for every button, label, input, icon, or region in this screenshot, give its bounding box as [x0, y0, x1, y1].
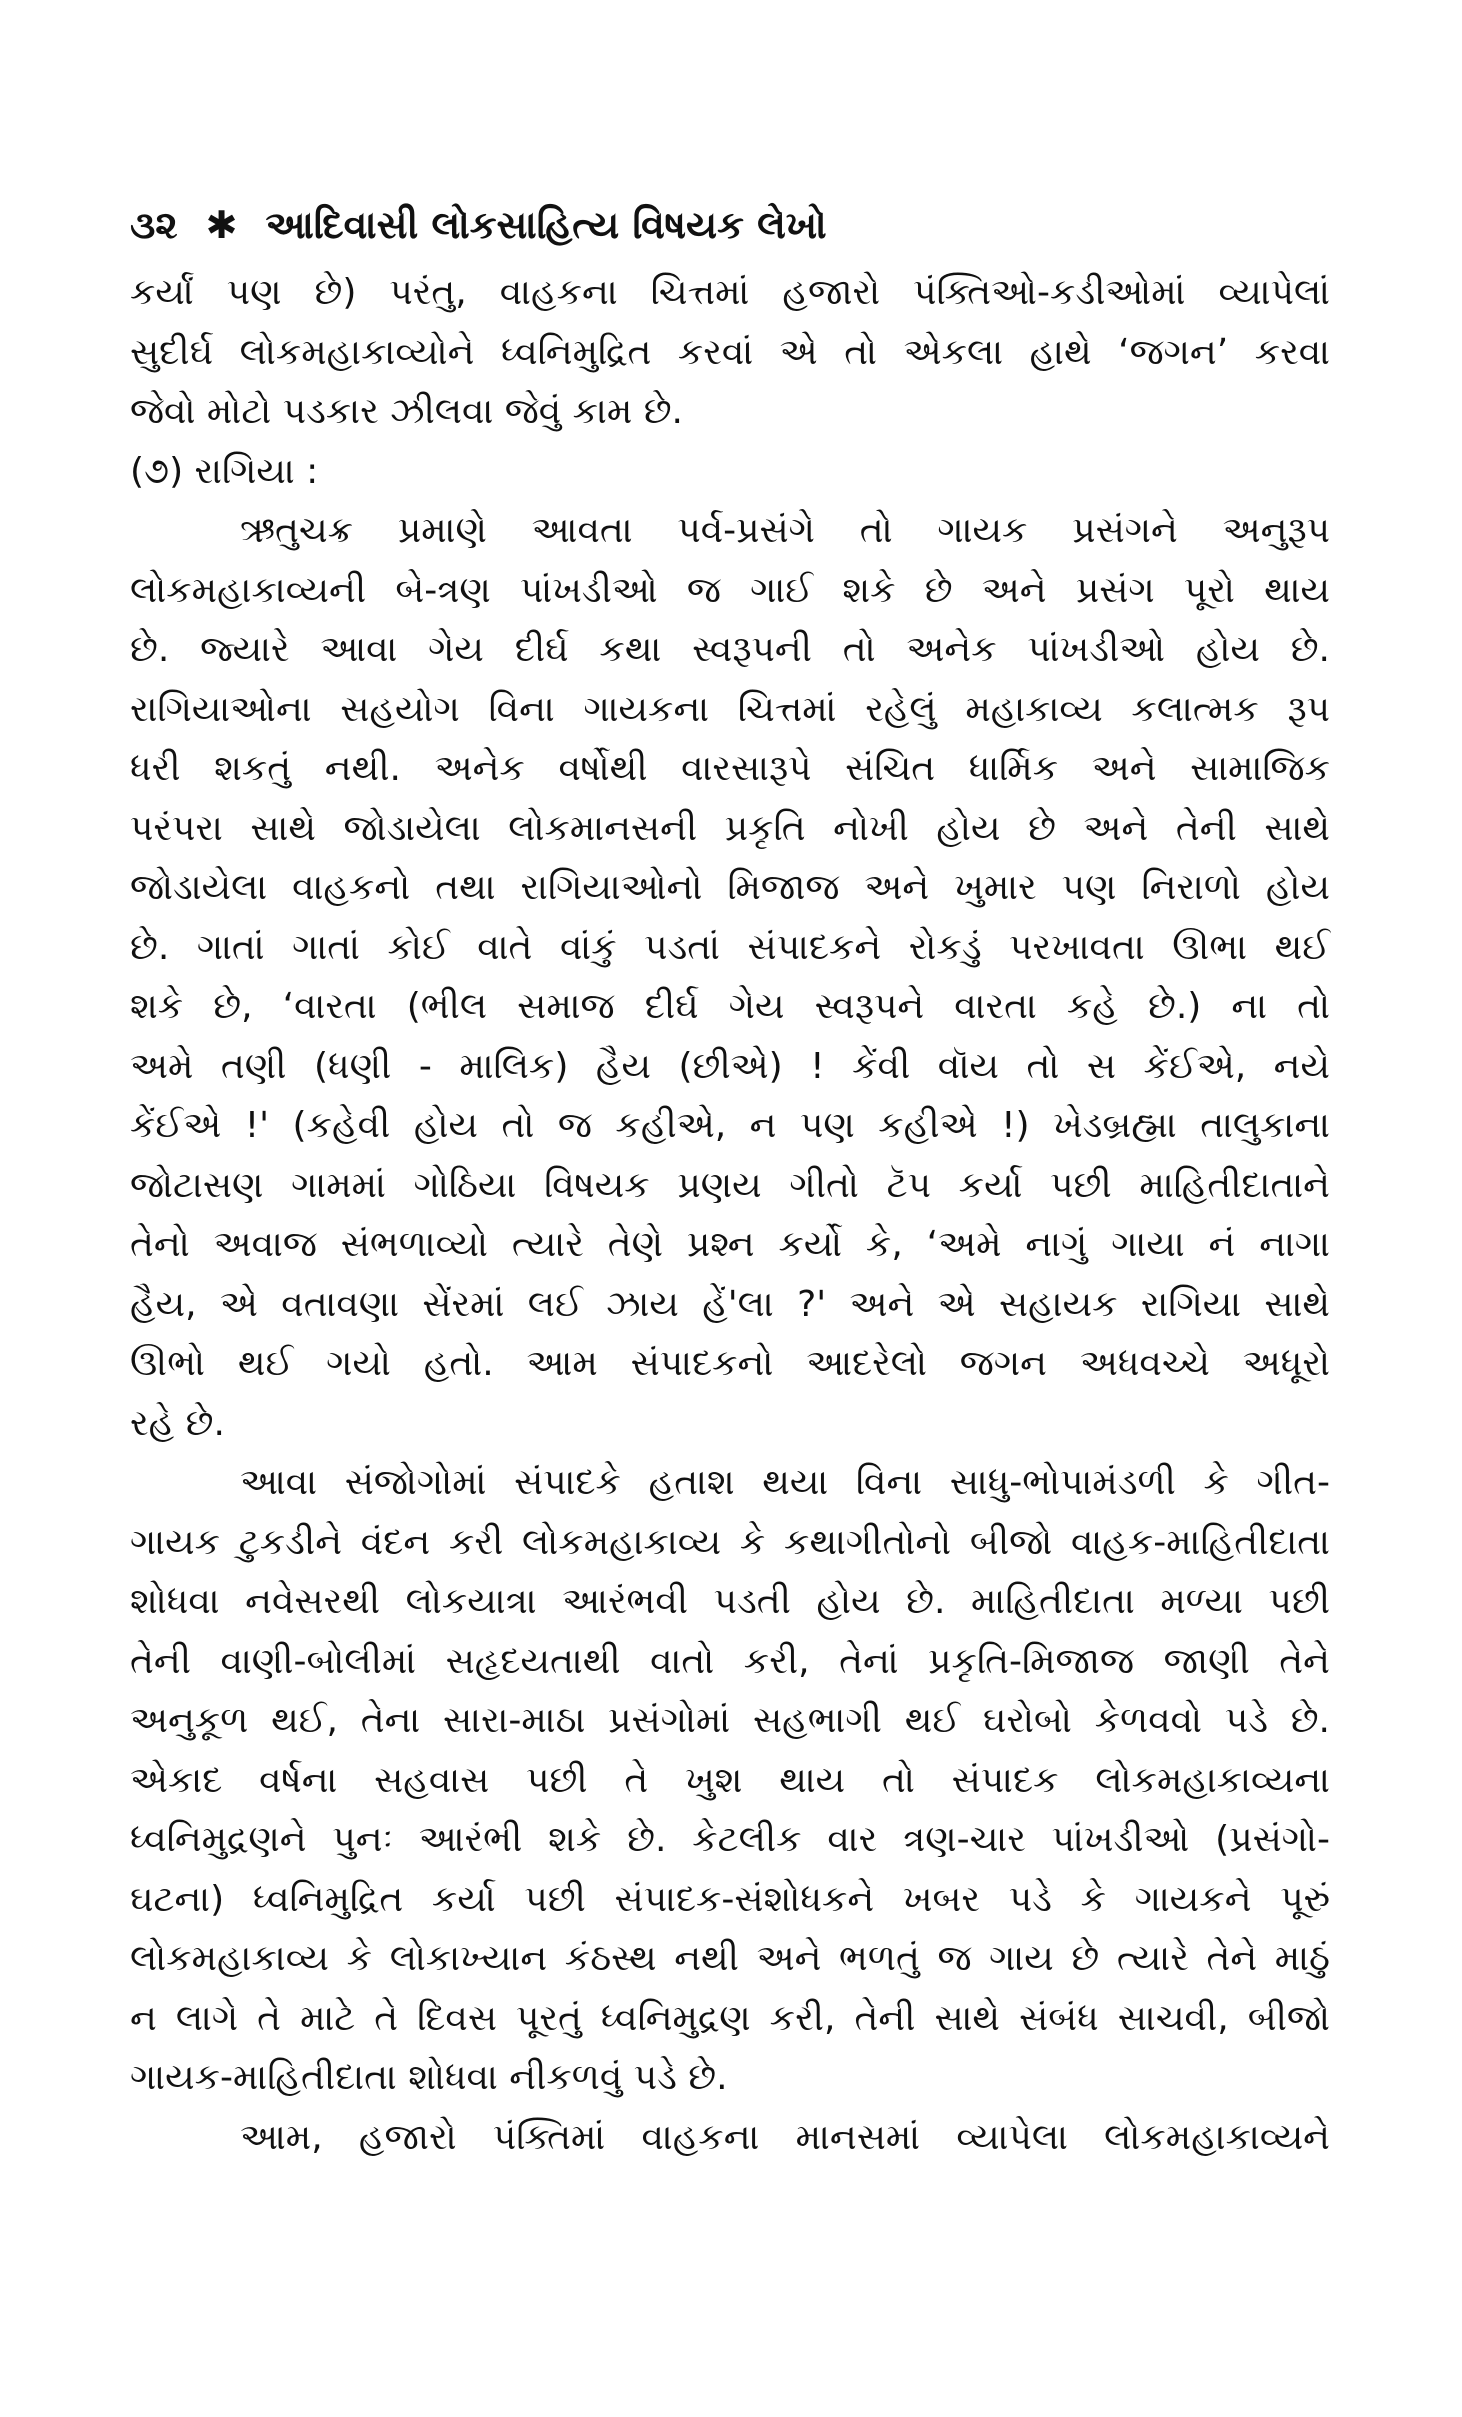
asterisk-icon: ✱ [205, 203, 238, 247]
text-line: કેંઈએ !' (કહેવી હોય તો જ કહીએ, ન પણ કહીએ !) ખેડબ્રહ્મા તાલુકાના [130, 1105, 1330, 1146]
text-line: કર્યાં પણ છે) પરંતુ, વાહકના ચિત્તમાં હજારો પંક્તિઓ-કડીઓમાં વ્યાપેલાં [130, 272, 1330, 313]
text-line: છે. ગાતાં ગાતાં કોઈ વાતે વાંકું પડતાં સંપાદકને રોકડું પરખાવતા ઊભા થઈ [130, 926, 1330, 968]
paragraph-continued [130, 263, 1330, 442]
text-line: પરંપરા સાથે જોડાયેલા લોકમાનસની પ્રકૃતિ નોખી હોય છે અને તેની સાથે [130, 807, 1330, 849]
text-line: ઊભો થઈ ગયો હતો. આમ સંપાદકનો આદરેલો જગન અધવચ્ચે અધૂરો [130, 1343, 1330, 1384]
text-line: તેનો અવાજ સંભળાવ્યો ત્યારે તેણે પ્રશ્ન કર્યો કે, ‘અમે નાગું ગાયા નં નાગા [130, 1224, 1330, 1265]
text-line: ધ્વનિમુદ્રણને પુનઃ આરંભી શકે છે. કેટલીક વાર ત્રણ-ચાર પાંખડીઓ (પ્રસંગો- [130, 1819, 1330, 1860]
book-page [130, 195, 1330, 2167]
text-line: જોટાસણ ગામમાં ગોઠિયા વિષયક પ્રણય ગીતો ટૅપ કર્યા પછી માહિતીદાતાને [130, 1164, 1330, 1206]
text-line: અમે તણી (ધણી - માલિક) હૈય (છીએ) ! કેંવી વૉય તો સ કેંઈએ, નયે [130, 1045, 1330, 1087]
text-line: ગાયક-માહિતીદાતા શોધવા નીકળવું પડે છે. [130, 2057, 728, 2098]
text-line: લોકમહાકાવ્ય કે લોકાખ્યાન કંઠસ્થ નથી અને ભળતું જ ગાય છે ત્યારે તેને માઠું [130, 1938, 1330, 1979]
text-line: અનુકૂળ થઈ, તેના સારા-માઠા પ્રસંગોમાં સહભાગી થઈ ઘરોબો કેળવવો પડે છે. [130, 1700, 1330, 1741]
text-line: આમ, હજારો પંક્તિમાં વાહકના માનસમાં વ્યાપેલા લોકમહાકાવ્યને [240, 2116, 1330, 2158]
text-line: જોડાયેલા વાહકનો તથા રાગિયાઓનો મિજાજ અને ખુમાર પણ નિરાળો હોય [130, 867, 1330, 908]
text-line: શકે છે, ‘વારતા (ભીલ સમાજ દીર્ઘ ગેય સ્વરૂપને વારતા કહે છે.) ના તો [130, 986, 1330, 1027]
text-line: જેવો મોટો પડકાર ઝીલવા જેવું કામ છે. [130, 391, 683, 432]
running-header [130, 195, 1330, 255]
paragraph-circumstances [130, 1453, 1330, 2108]
text-line: શોધવા નવેસરથી લોકયાત્રા આરંભવી પડતી હોય છે. માહિતીદાતા મળ્યા પછી [130, 1581, 1330, 1622]
text-line: ગાયક ટુકડીને વંદન કરી લોકમહાકાવ્ય કે કથાગીતોનો બીજો વાહક-માહિતીદાતા [130, 1521, 1330, 1563]
paragraph-ragiya [130, 501, 1330, 1453]
text-line: છે. જ્યારે આવા ગેય દીર્ઘ કથા સ્વરૂપની તો અનેક પાંખડીઓ હોય છે. [130, 629, 1330, 670]
text-line: લોકમહાકાવ્યની બે-ત્રણ પાંખડીઓ જ ગાઈ શકે છે અને પ્રસંગ પૂરો થાય [130, 569, 1330, 611]
running-title: આદિવાસી લોકસાહિત્ય વિષયક લેખો [265, 203, 827, 247]
text-line: તેની વાણી-બોલીમાં સહૃદયતાથી વાતો કરી, તેનાં પ્રકૃતિ-મિજાજ જાણી તેને [130, 1640, 1330, 1682]
text-line: હૈય, એ વતાવણા સેંરમાં લઈ ઝાય હેં'લા ?' અને એ સહાયક રાગિયા સાથે [130, 1283, 1330, 1325]
text-line: ન લાગે તે માટે તે દિવસ પૂરતું ધ્વનિમુદ્રણ કરી, તેની સાથે સંબંધ સાચવી, બીજો [130, 1997, 1330, 2039]
section-heading: (૭) રાગિયા : [130, 450, 319, 492]
text-line: રહે છે. [130, 1402, 225, 1444]
text-line: આવા સંજોગોમાં સંપાદકે હતાશ થયા વિના સાધુ-ભોપામંડળી કે ગીત- [240, 1462, 1330, 1503]
text-line: ઘટના) ધ્વનિમુદ્રિત કર્યા પછી સંપાદક-સંશોધકને ખબર પડે કે ગાયકને પૂરું [130, 1878, 1330, 1920]
text-line: એકાદ વર્ષના સહવાસ પછી તે ખુશ થાય તો સંપાદક લોકમહાકાવ્યના [130, 1759, 1330, 1801]
paragraph-conclusion [130, 2108, 1330, 2168]
page-number: ૩૨ [130, 203, 178, 247]
text-line: સુદીર્ઘ લોકમહાકાવ્યોને ધ્વનિમુદ્રિત કરવાં એ તો એકલા હાથે ‘જગન’ કરવા [130, 331, 1330, 373]
text-line: રાગિયાઓના સહયોગ વિના ગાયકના ચિત્તમાં રહેલું મહાકાવ્ય કલાત્મક રૂપ [130, 688, 1330, 730]
text-line: ઋતુચક્ર પ્રમાણે આવતા પર્વ-પ્રસંગે તો ગાયક પ્રસંગને અનુરૂપ [240, 510, 1330, 551]
text-line: ધરી શકતું નથી. અનેક વર્ષોથી વારસારૂપે સંચિત ધાર્મિક અને સામાજિક [130, 748, 1330, 789]
